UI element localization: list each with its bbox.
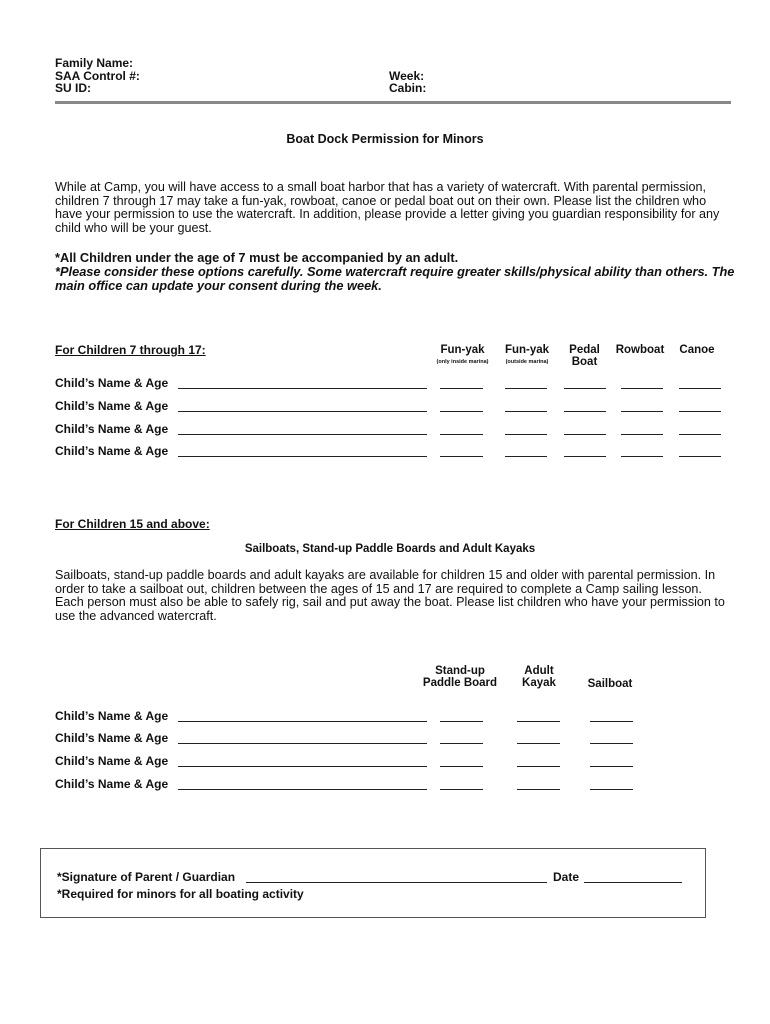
s1-row-3-pedal-field[interactable]: [564, 434, 606, 435]
s2-row-3-kayak-field[interactable]: [517, 766, 560, 767]
s1-row-4-rowboat-field[interactable]: [621, 456, 663, 457]
family-name-label: Family Name:: [55, 56, 134, 70]
s2-row-4-name-field[interactable]: [178, 789, 427, 790]
col-adult-kayak-line1: Adult: [524, 665, 554, 677]
required-note: *Required for minors for all boating activity: [57, 887, 304, 901]
section2-paragraph: Sailboats, stand-up paddle boards and adult kayaks are available for children 15 and older with parental permission. In order to take a sailboat out, children between the ages of 15 and 17 are required to complete a Camp sailing lesson. Each person must also be able to safely rig, sail and put away the boat. Please list children who have your permission to use the advanced watercraft.: [55, 568, 725, 623]
col-sup-line2: Paddle Board: [422, 677, 498, 689]
s1-row-4-name-field[interactable]: [178, 456, 427, 457]
s2-row-3-label: Child’s Name & Age: [55, 754, 169, 768]
s1-row-4-funyak-out-field[interactable]: [505, 456, 547, 457]
s1-row-3-rowboat-field[interactable]: [621, 434, 663, 435]
s1-row-1-pedal-field[interactable]: [564, 388, 606, 389]
s1-row-3-funyak-out-field[interactable]: [505, 434, 547, 435]
s2-row-3-name-field[interactable]: [178, 766, 427, 767]
s1-row-2-funyak-in-field[interactable]: [440, 411, 483, 412]
s1-row-2-label: Child’s Name & Age: [55, 399, 169, 413]
s2-row-2-kayak-field[interactable]: [517, 743, 560, 744]
s1-row-4-label: Child’s Name & Age: [55, 444, 169, 458]
s2-row-4-kayak-field[interactable]: [517, 789, 560, 790]
saa-control-label: SAA Control #:: [55, 69, 140, 83]
s2-row-4-label: Child’s Name & Age: [55, 777, 169, 791]
signature-field[interactable]: [246, 882, 547, 883]
s1-row-3-funyak-in-field[interactable]: [440, 434, 483, 435]
col-pedal-boat-line1: Pedal: [569, 344, 600, 356]
s1-row-2-rowboat-field[interactable]: [621, 411, 663, 412]
cabin-label: Cabin:: [389, 81, 427, 95]
s2-row-4-sailboat-field[interactable]: [590, 789, 633, 790]
su-id-label: SU ID:: [55, 81, 91, 95]
s1-row-1-canoe-field[interactable]: [679, 388, 721, 389]
notice-consider: *Please consider these options carefully. Some watercraft require greater skills/physical ability than others. The main office can update your consent during the week.: [55, 264, 735, 293]
s1-row-1-name-field[interactable]: [178, 388, 427, 389]
col-adult-kayak-line2: Kayak: [522, 677, 556, 689]
s2-row-1-sup-field[interactable]: [440, 721, 483, 722]
col-funyak-inside: Fun-yak: [440, 344, 485, 356]
notice-under-7: *All Children under the age of 7 must be accompanied by an adult.: [55, 250, 459, 265]
col-funyak-inside-note: (only inside marina): [436, 359, 489, 365]
s2-row-3-sup-field[interactable]: [440, 766, 483, 767]
col-funyak-outside-note: (outside marina): [505, 359, 549, 365]
section2-subtitle: Sailboats, Stand-up Paddle Boards and Adult Kayaks: [244, 543, 536, 555]
col-sup-line1: Stand-up: [435, 665, 485, 677]
s2-row-4-sup-field[interactable]: [440, 789, 483, 790]
s1-row-1-label: Child’s Name & Age: [55, 376, 169, 390]
s1-row-3-canoe-field[interactable]: [679, 434, 721, 435]
col-rowboat: Rowboat: [615, 344, 665, 356]
s2-row-1-label: Child’s Name & Age: [55, 709, 169, 723]
section-children-7-17: For Children 7 through 17:: [55, 343, 206, 357]
s1-row-3-label: Child’s Name & Age: [55, 422, 169, 436]
section-children-15-plus: For Children 15 and above:: [55, 517, 210, 531]
col-pedal-boat-line2: Boat: [571, 356, 598, 368]
col-funyak-outside: Fun-yak: [504, 344, 550, 356]
s2-row-1-name-field[interactable]: [178, 721, 427, 722]
s1-row-2-pedal-field[interactable]: [564, 411, 606, 412]
col-canoe: Canoe: [679, 344, 715, 356]
date-label: Date: [553, 870, 580, 884]
col-sailboat: Sailboat: [587, 678, 633, 690]
s1-row-4-funyak-in-field[interactable]: [440, 456, 483, 457]
header-divider: [55, 101, 731, 104]
date-field[interactable]: [584, 882, 682, 883]
s2-row-2-label: Child’s Name & Age: [55, 731, 169, 745]
page-title: Boat Dock Permission for Minors: [286, 132, 484, 146]
s1-row-4-canoe-field[interactable]: [679, 456, 721, 457]
s2-row-1-sailboat-field[interactable]: [590, 721, 633, 722]
s2-row-1-kayak-field[interactable]: [517, 721, 560, 722]
week-label: Week:: [389, 69, 425, 83]
s2-row-3-sailboat-field[interactable]: [590, 766, 633, 767]
s1-row-1-rowboat-field[interactable]: [621, 388, 663, 389]
s2-row-2-sailboat-field[interactable]: [590, 743, 633, 744]
s1-row-1-funyak-out-field[interactable]: [505, 388, 547, 389]
signature-label: *Signature of Parent / Guardian: [57, 870, 236, 884]
s1-row-3-name-field[interactable]: [178, 434, 427, 435]
s1-row-2-canoe-field[interactable]: [679, 411, 721, 412]
s2-row-2-sup-field[interactable]: [440, 743, 483, 744]
s1-row-4-pedal-field[interactable]: [564, 456, 606, 457]
s1-row-2-name-field[interactable]: [178, 411, 427, 412]
s1-row-2-funyak-out-field[interactable]: [505, 411, 547, 412]
intro-paragraph: While at Camp, you will have access to a small boat harbor that has a variety of watercraft. With parental permission, children 7 through 17 may take a fun-yak, rowboat, canoe or pedal boat out on their own. Please list the children who have your permission to use the watercraft. In addition, please provide a letter giving you guardian responsibility for any child who will be your guest.: [55, 180, 720, 235]
s2-row-2-name-field[interactable]: [178, 743, 427, 744]
s1-row-1-funyak-in-field[interactable]: [440, 388, 483, 389]
